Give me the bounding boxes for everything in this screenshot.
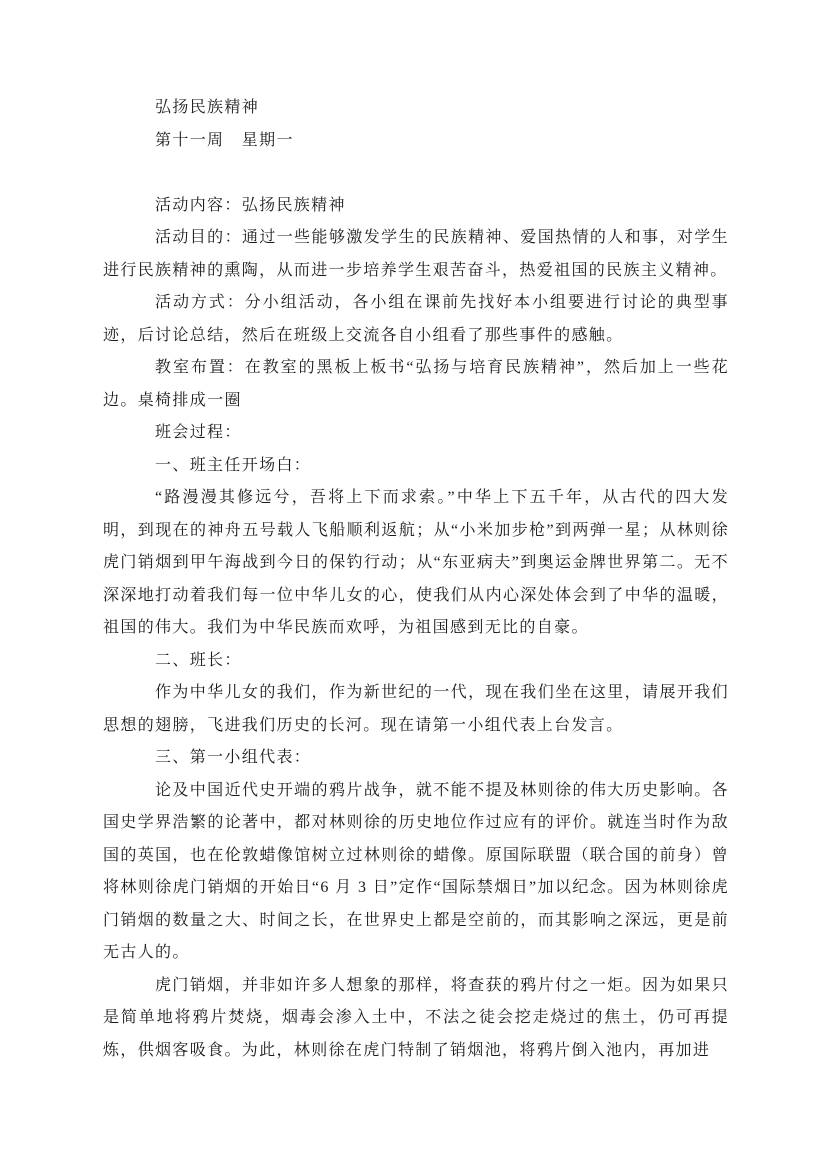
paragraph: 三、第一小组代表：: [155, 749, 312, 766]
paragraph: 作为中华儿女的我们，作为新世纪的一代，现在我们坐在这里，请展开我们思想的翅膀，飞进我们历史的长河。现在请第一小组代表上台发言。: [103, 684, 729, 734]
paragraph: 活动内容：弘扬民族精神: [155, 196, 346, 214]
paragraph: 一、班主任开场白：: [155, 456, 312, 474]
document-content: [103, 0, 729, 1067]
paragraph: 二、班长：: [155, 651, 242, 669]
paragraph: “路漫漫其修远兮，吾将上下而求索。”中华上下五千年，从古代的四大发明，到现在的神舟五号载人飞船顺利返航；从“小米加步枪”到两弹一星；从林则徐虎门销烟到甲午海战到今日的保钓行动；从“东亚病夫”到奥运金牌世界第二。无不深深地打动着我们每一位中华儿女的心，使我们从内心深处体会到了中华的温暖，祖国的伟大。我们为中华民族而欢呼，为祖国感到无比的自豪。: [103, 489, 729, 636]
paragraph: 活动目的：通过一些能够激发学生的民族精神、爱国热情的人和事，对学生进行民族精神的熏陶，从而进一步培养学生艰苦奋斗，热爱祖国的民族主义精神。: [103, 229, 729, 279]
paragraph: 班会过程：: [155, 424, 242, 441]
document-title: 弘扬民族精神: [155, 99, 260, 116]
paragraph: 活动方式：分小组活动，各小组在课前先找好本小组要进行讨论的典型事迹，后讨论总结，然后在班级上交流各自小组看了那些事件的感触。: [103, 294, 729, 344]
paragraph: 虎门销烟，并非如许多人想象的那样，将查获的鸦片付之一炬。因为如果只是简单地将鸦片焚烧，烟毒会渗入土中，不法之徒会挖走烧过的焦土，仍可再提炼，供烟客吸食。为此，林则徐在虎门特制了销烟池，将鸦片倒入池内，再加进: [103, 976, 729, 1059]
paragraph: 第十一周 星期一: [155, 131, 294, 149]
paragraph: 教室布置：在教室的黑板上板书“弘扬与培育民族精神”，然后加上一些花边。桌椅排成一圈: [103, 359, 729, 409]
blank-line: [103, 157, 729, 190]
paragraph: 论及中国近代史开端的鸦片战争，就不能不提及林则徐的伟大历史影响。各国史学界浩繁的论著中，都对林则徐的历史地位作过应有的评价。就连当时作为敌国的英国，也在伦敦蜡像馆树立过林则徐的蜡像。原国际联盟（联合国的前身）曾将林则徐虎门销烟的开始日“6 月 3 日”定作“国际禁烟日”加以纪念。因为林则徐虎门销烟的数量之大、时间之长，在世界史上都是空前的，而其影响之深远，更是前无古人的。: [103, 781, 729, 961]
